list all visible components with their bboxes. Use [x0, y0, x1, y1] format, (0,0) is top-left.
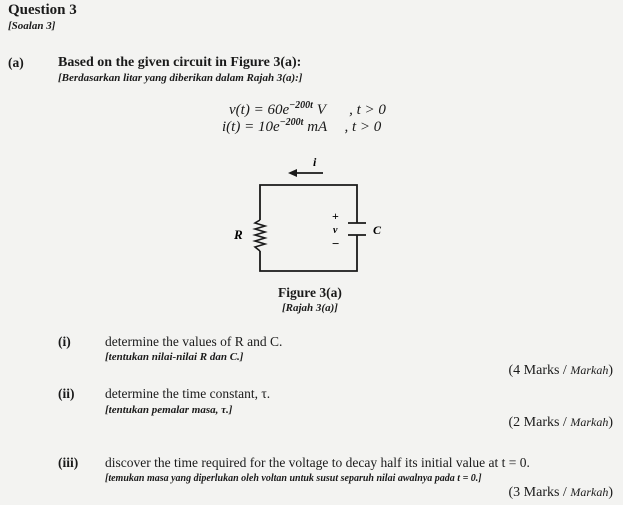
current-eq-lhs: i(t) = 10e [222, 119, 280, 135]
current-eq-exponent: −200t [279, 117, 304, 128]
figure-caption-ms: [Rajah 3(a)] [282, 302, 338, 314]
item-ii-number: (ii) [58, 386, 75, 401]
item-iii-marks-ms: Markah [570, 485, 609, 499]
item-ii-text-ms: [tentukan pemalar masa, τ.] [105, 404, 233, 416]
circuit-diagram [220, 155, 400, 280]
item-iii-marks-end: ) [608, 485, 613, 500]
item-iii-text-ms: [temukan masa yang diperlukan oleh voltan untuk susut separuh nilai awalnya pada t = 0.] [105, 473, 482, 484]
voltage-label: v [333, 225, 338, 236]
item-i-marks-ms: Markah [570, 363, 609, 377]
polarity-plus: + [332, 209, 339, 223]
current-equation [222, 117, 381, 136]
item-ii-marks-ms: Markah [570, 415, 609, 429]
item-i-marks [509, 363, 614, 379]
circuit-wire [260, 185, 357, 271]
item-iii-marks-en: (3 Marks / [508, 485, 571, 500]
item-iii-number: (iii) [58, 455, 79, 470]
item-ii-marks-end: ) [608, 415, 613, 430]
item-i-text: determine the values of R and C. [105, 334, 283, 349]
item-i-marks-end: ) [608, 363, 613, 378]
current-eq-unit: mA [303, 119, 327, 135]
item-ii-text: determine the time constant, τ. [105, 386, 271, 401]
polarity-minus: − [332, 236, 340, 251]
resistor-label: R [234, 227, 243, 242]
resistor-symbol [255, 220, 265, 251]
item-i-marks-en: (4 Marks / [508, 363, 571, 378]
item-i-text-ms: [tentukan nilai-nilai R dan C.] [105, 351, 244, 363]
item-ii-marks-en: (2 Marks / [508, 415, 571, 430]
part-a-intro-ms: [Berdasarkan litar yang diberikan dalam Rajah 3(a):] [58, 72, 303, 84]
voltage-eq-exponent: −200t [289, 100, 313, 111]
item-iii-text: discover the time required for the voltage to decay half its initial value at t = 0. [105, 455, 530, 470]
figure-caption: Figure 3(a) [278, 285, 342, 300]
voltage-eq-unit: V [312, 102, 326, 118]
capacitor-label: C [373, 223, 382, 237]
current-eq-condition: , t > 0 [344, 119, 382, 135]
item-iii-marks [509, 485, 614, 501]
part-a-intro: Based on the given circuit in Figure 3(a): [58, 55, 302, 70]
voltage-eq-condition: , t > 0 [349, 102, 386, 118]
question-title-ms: [Soalan 3] [8, 20, 56, 32]
part-a-label: (a) [8, 55, 24, 70]
current-label: i [313, 155, 317, 169]
voltage-eq-lhs: v(t) = 60e [229, 102, 290, 118]
item-i-number: (i) [58, 334, 71, 349]
item-ii-marks [509, 415, 614, 431]
question-title: Question 3 [8, 2, 77, 18]
current-arrowhead [288, 169, 297, 177]
